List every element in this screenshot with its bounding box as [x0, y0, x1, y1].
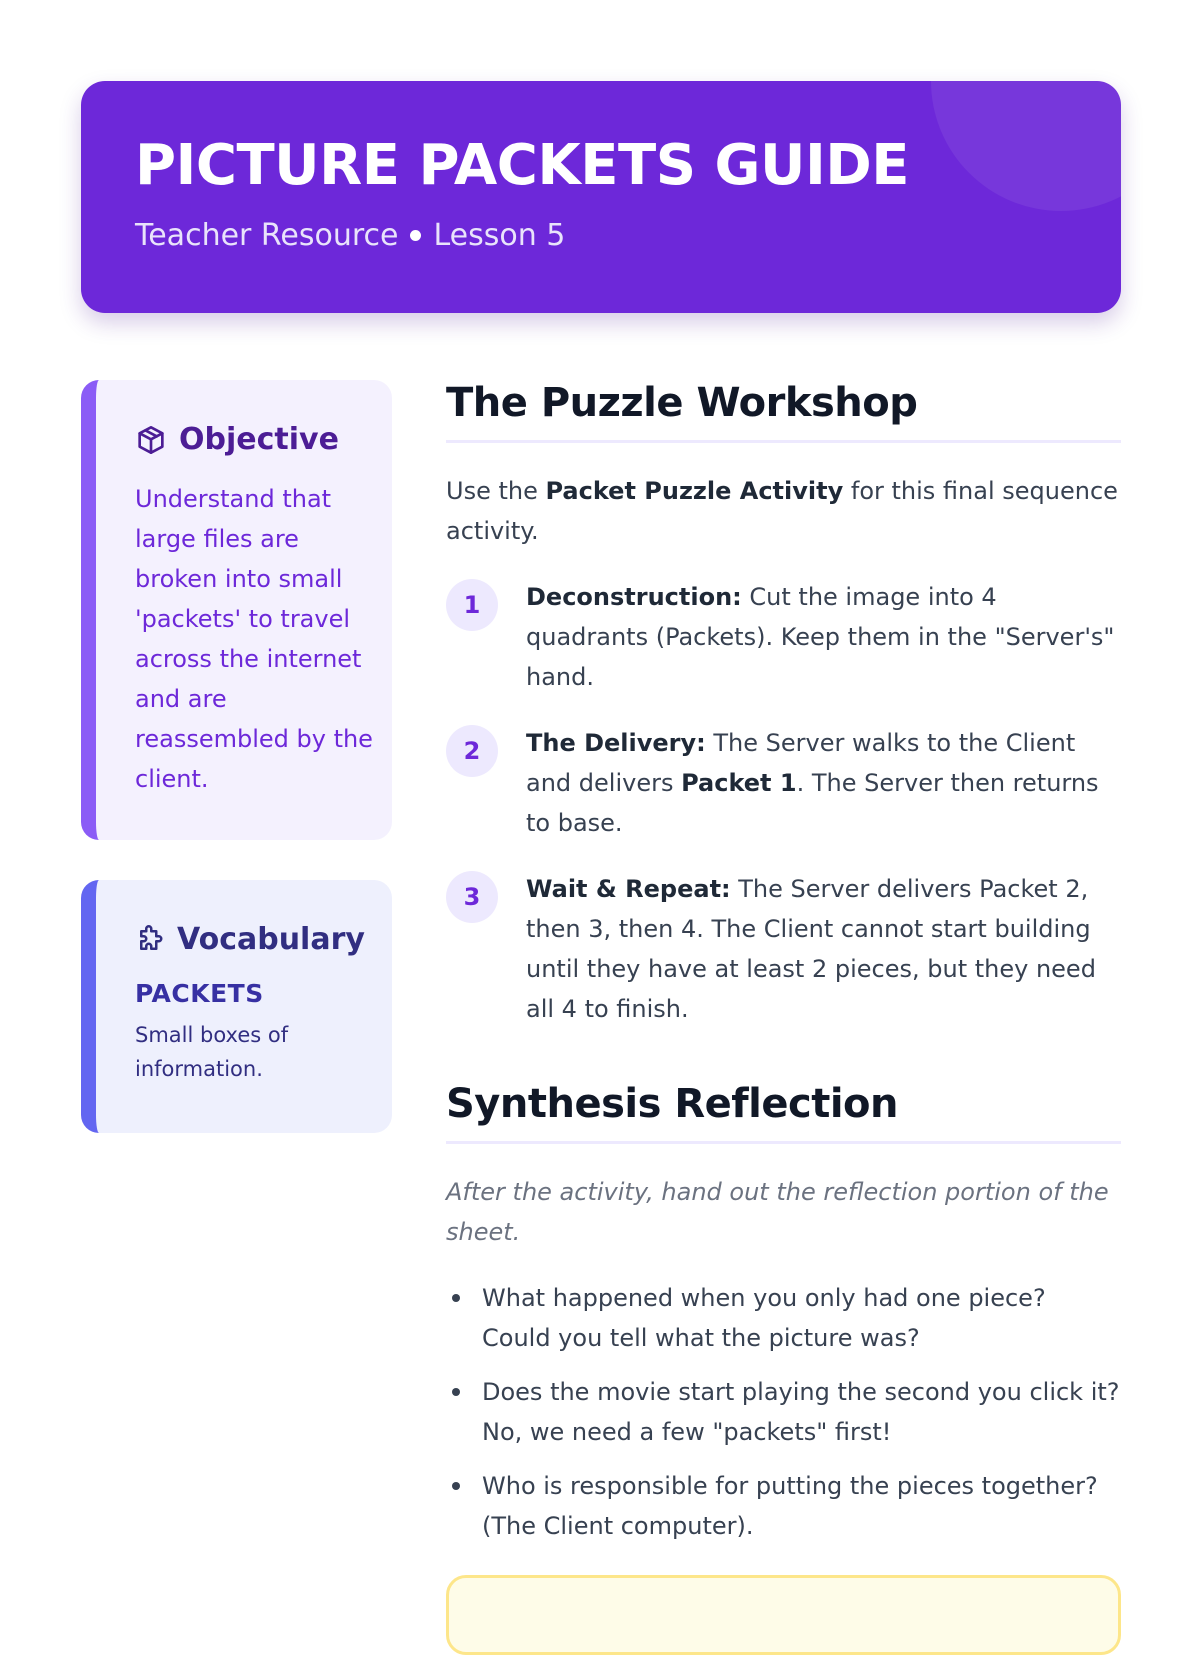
workshop-steps [446, 577, 1121, 1029]
intro-activity-name: Packet Puzzle Activity [545, 477, 844, 505]
step-text [526, 869, 1121, 1029]
vocabulary-term: PACKETS [135, 979, 264, 1008]
reflection-questions [446, 1278, 1121, 1546]
intro-text-end: for this final sequence activity. [446, 477, 1118, 545]
reflection-note: After the activity, hand out the reflection portion of the sheet. [446, 1178, 1109, 1246]
callout-box [446, 1575, 1121, 1655]
bullet-icon [452, 1482, 460, 1490]
step-label: Deconstruction: [526, 583, 742, 611]
question-text: Does the movie start playing the second you click it? No, we need a few "packets" first! [482, 1378, 1120, 1446]
workshop-intro [446, 471, 1121, 551]
reflection-question [446, 1372, 1121, 1452]
step-item [446, 723, 1121, 843]
step-item [446, 577, 1121, 697]
step-item [446, 869, 1121, 1029]
subtitle-resource: Teacher Resource [135, 218, 399, 253]
step-number-badge: 3 [446, 871, 498, 923]
page-header [81, 81, 1121, 313]
intro-text-start: Use the [446, 477, 546, 505]
step-description: The Server delivers Packet 2, then 3, then 4. The Client cannot start building until they have at least 2 pieces, but they need all 4 to finish. [526, 875, 1096, 1023]
objective-header [135, 422, 374, 457]
step-text [526, 723, 1121, 843]
box-icon [135, 424, 167, 456]
vocabulary-title: Vocabulary [177, 922, 365, 957]
objective-text: Understand that large files are broken into small 'packets' to travel across the internet and are reassembled by the client. [135, 485, 373, 793]
page-title: PICTURE PACKETS GUIDE [135, 133, 910, 198]
question-text: What happened when you only had one piece? Could you tell what the picture was? [482, 1284, 1046, 1352]
subtitle-separator-dot [410, 230, 421, 241]
vocabulary-definition: Small boxes of information. [135, 1023, 289, 1081]
vocabulary-card [81, 880, 392, 1133]
step-number-badge: 1 [446, 579, 498, 631]
step-description-end: . The Server then returns to base. [526, 769, 1099, 837]
question-text: Who is responsible for putting the pieces together? (The Client computer). [482, 1472, 1098, 1540]
header-decoration [931, 81, 1121, 211]
step-description: The Server walks to the Client and delivers [526, 729, 1076, 797]
step-description: Cut the image into 4 quadrants (Packets). Keep them in the "Server's" hand. [526, 583, 1115, 691]
bullet-icon [452, 1294, 460, 1302]
subtitle-lesson: Lesson 5 [433, 218, 566, 253]
puzzle-icon [135, 925, 165, 955]
reflection-question [446, 1466, 1121, 1546]
step-number-badge: 2 [446, 725, 498, 777]
page-subtitle [135, 218, 565, 253]
workshop-title: The Puzzle Workshop [446, 380, 1121, 443]
main-content [446, 380, 1121, 1560]
step-label: The Delivery: [526, 729, 706, 757]
objective-title: Objective [179, 422, 339, 457]
vocabulary-header [135, 922, 374, 957]
objective-card [81, 380, 392, 840]
step-label: Wait & Repeat: [526, 875, 731, 903]
step-emphasis: Packet 1 [681, 769, 797, 797]
step-text [526, 577, 1121, 697]
bullet-icon [452, 1388, 460, 1396]
reflection-question [446, 1278, 1121, 1358]
reflection-title: Synthesis Reflection [446, 1081, 1121, 1144]
